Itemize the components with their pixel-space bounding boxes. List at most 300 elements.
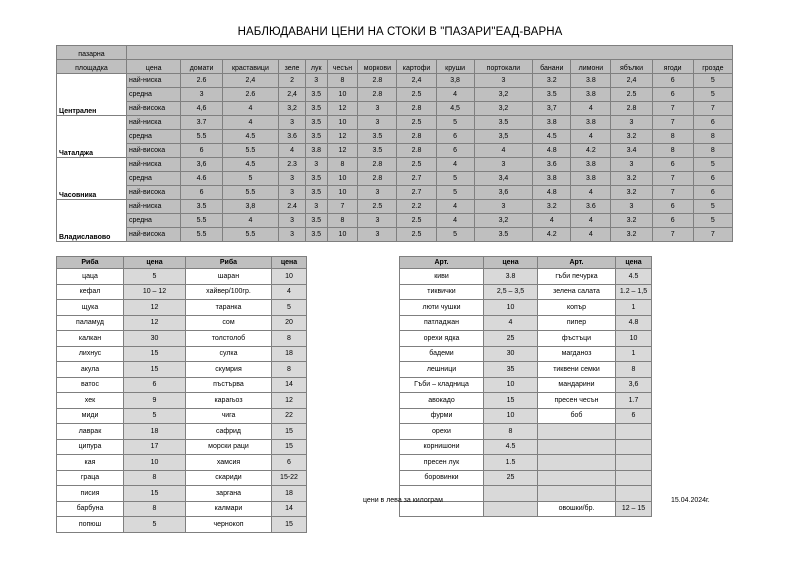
item-name: гъби печурка bbox=[538, 269, 616, 285]
price-cell: 5 bbox=[693, 74, 732, 88]
price-cell: 5 bbox=[693, 88, 732, 102]
item-name: барбуна bbox=[57, 501, 124, 517]
price-cell: 5 bbox=[124, 517, 186, 533]
price-cell: 9 bbox=[124, 393, 186, 409]
table-row bbox=[57, 130, 733, 144]
price-grade: най-ниска bbox=[126, 74, 181, 88]
item-name: копър bbox=[538, 300, 616, 316]
price-cell: 2.6 bbox=[181, 74, 222, 88]
table-row bbox=[400, 269, 652, 285]
price-cell bbox=[484, 486, 538, 502]
price-grade: средна bbox=[126, 214, 181, 228]
table-row bbox=[57, 393, 307, 409]
price-cell: 3.8 bbox=[305, 144, 327, 158]
table-row bbox=[400, 362, 652, 378]
price-cell: 2,5 – 3,5 bbox=[484, 284, 538, 300]
table-row bbox=[57, 439, 307, 455]
price-cell: 6 bbox=[652, 200, 693, 214]
table-row bbox=[57, 501, 307, 517]
market-location: Владиславово bbox=[57, 200, 127, 242]
price-cell: 3.5 bbox=[474, 116, 533, 130]
price-cell: 2.8 bbox=[397, 102, 436, 116]
table-row bbox=[400, 439, 652, 455]
table-row bbox=[400, 300, 652, 316]
price-grade: най-ниска bbox=[126, 116, 181, 130]
table-row bbox=[57, 377, 307, 393]
price-cell: 6 bbox=[652, 158, 693, 172]
price-cell: 5 bbox=[436, 186, 474, 200]
price-cell: 8 bbox=[693, 144, 732, 158]
table-row bbox=[57, 486, 307, 502]
item-name bbox=[538, 470, 616, 486]
item-name: киви bbox=[400, 269, 484, 285]
item-name: попюш bbox=[57, 517, 124, 533]
price-cell: 2.8 bbox=[358, 172, 397, 186]
price-cell: 17 bbox=[124, 439, 186, 455]
price-cell: 5.5 bbox=[181, 130, 222, 144]
price-cell: 8 bbox=[272, 362, 307, 378]
price-cell: 2.8 bbox=[358, 88, 397, 102]
item-name: магданоз bbox=[538, 346, 616, 362]
item-name: хамсия bbox=[186, 455, 272, 471]
item-name: корнишони bbox=[400, 439, 484, 455]
price-cell: 5 bbox=[436, 228, 474, 242]
price-cell: 4 bbox=[474, 144, 533, 158]
price-cell: 30 bbox=[484, 346, 538, 362]
item-name: зелена салата bbox=[538, 284, 616, 300]
price-cell: 15 bbox=[272, 517, 307, 533]
price-cell: 15-22 bbox=[272, 470, 307, 486]
price-cell: 5 bbox=[436, 172, 474, 186]
price-cell: 5 bbox=[693, 158, 732, 172]
price-cell: 6 bbox=[652, 74, 693, 88]
price-cell: 8 bbox=[272, 331, 307, 347]
price-cell: 3.5 bbox=[305, 172, 327, 186]
price-cell: 4 bbox=[222, 116, 279, 130]
item-name: орехи ядка bbox=[400, 331, 484, 347]
price-cell: 4.2 bbox=[571, 144, 611, 158]
price-cell: 4 bbox=[436, 200, 474, 214]
price-cell: 4 bbox=[571, 228, 611, 242]
price-cell: 2.5 bbox=[397, 214, 436, 228]
price-cell: 4 bbox=[484, 315, 538, 331]
table-row bbox=[57, 408, 307, 424]
price-cell: 3 bbox=[358, 228, 397, 242]
price-cell: 15 bbox=[272, 424, 307, 440]
table-row bbox=[400, 424, 652, 440]
item-name: люти чушки bbox=[400, 300, 484, 316]
price-cell: 8 bbox=[693, 130, 732, 144]
price-cell: 3,2 bbox=[474, 214, 533, 228]
price-cell: 3.2 bbox=[611, 130, 652, 144]
table-row bbox=[57, 300, 307, 316]
column-header: цена bbox=[616, 257, 652, 269]
price-grade: най-висока bbox=[126, 144, 181, 158]
price-cell: 4 bbox=[571, 214, 611, 228]
price-grade: най-ниска bbox=[126, 158, 181, 172]
price-cell: 4 bbox=[222, 102, 279, 116]
column-header: моркови bbox=[358, 60, 397, 74]
price-cell: 3,6 bbox=[474, 186, 533, 200]
item-name: боровинки bbox=[400, 470, 484, 486]
price-cell: 5 bbox=[272, 300, 307, 316]
price-cell: 4 bbox=[436, 214, 474, 228]
price-cell: 6 bbox=[693, 116, 732, 130]
item-name: фурми bbox=[400, 408, 484, 424]
price-cell: 3.5 bbox=[305, 88, 327, 102]
price-cell: 10 bbox=[327, 186, 358, 200]
price-cell: 15 bbox=[484, 393, 538, 409]
price-cell: 4.5 bbox=[484, 439, 538, 455]
price-cell: 3 bbox=[611, 158, 652, 172]
item-name: фъстъци bbox=[538, 331, 616, 347]
price-cell: 3,8 bbox=[222, 200, 279, 214]
column-header: лук bbox=[305, 60, 327, 74]
price-cell: 3.5 bbox=[305, 130, 327, 144]
item-name: толстолоб bbox=[186, 331, 272, 347]
item-name: хайвер/100гр. bbox=[186, 284, 272, 300]
price-cell: 10 bbox=[327, 228, 358, 242]
item-name: заргана bbox=[186, 486, 272, 502]
price-cell: 3.5 bbox=[358, 130, 397, 144]
item-name: авокадо bbox=[400, 393, 484, 409]
price-cell: 14 bbox=[272, 377, 307, 393]
item-name: мандарини bbox=[538, 377, 616, 393]
price-cell: 1.7 bbox=[616, 393, 652, 409]
price-cell: 2.5 bbox=[358, 200, 397, 214]
table-row bbox=[400, 315, 652, 331]
price-cell: 3 bbox=[474, 158, 533, 172]
table-row bbox=[57, 284, 307, 300]
other-goods-prices-table bbox=[399, 256, 652, 517]
item-name: овошки/бр. bbox=[538, 501, 616, 517]
price-cell: 3.5 bbox=[305, 214, 327, 228]
item-name: чига bbox=[186, 408, 272, 424]
table-row bbox=[57, 517, 307, 533]
price-cell: 2.8 bbox=[397, 130, 436, 144]
price-cell: 3 bbox=[279, 116, 306, 130]
column-header: Риба bbox=[186, 257, 272, 269]
price-cell: 3 bbox=[358, 186, 397, 200]
price-cell: 3,6 bbox=[616, 377, 652, 393]
price-cell: 10 bbox=[484, 408, 538, 424]
price-cell: 4.5 bbox=[222, 130, 279, 144]
price-grade: най-висока bbox=[126, 228, 181, 242]
price-cell: 10 bbox=[124, 455, 186, 471]
price-cell: 4 bbox=[272, 284, 307, 300]
price-cell: 5 bbox=[693, 214, 732, 228]
column-header: цена bbox=[124, 257, 186, 269]
price-cell: 3.2 bbox=[533, 74, 571, 88]
item-name: чернокоп bbox=[186, 517, 272, 533]
table-row bbox=[57, 102, 733, 116]
price-cell: 4.5 bbox=[616, 269, 652, 285]
price-cell bbox=[616, 486, 652, 502]
price-cell: 6 bbox=[272, 455, 307, 471]
table-row bbox=[400, 393, 652, 409]
price-cell: 3.5 bbox=[305, 186, 327, 200]
table-header-row bbox=[400, 257, 652, 269]
price-cell: 18 bbox=[272, 486, 307, 502]
table-row bbox=[400, 331, 652, 347]
column-header: круши bbox=[436, 60, 474, 74]
item-name: тиквички bbox=[400, 284, 484, 300]
price-cell: 10 bbox=[616, 331, 652, 347]
price-cell: 4 bbox=[436, 88, 474, 102]
price-cell: 4 bbox=[279, 144, 306, 158]
item-name: бадеми bbox=[400, 346, 484, 362]
fish-prices-table bbox=[56, 256, 307, 533]
table-row bbox=[57, 362, 307, 378]
price-cell: 3.8 bbox=[571, 158, 611, 172]
price-cell: 2.5 bbox=[397, 88, 436, 102]
price-cell: 3.8 bbox=[533, 116, 571, 130]
table-row bbox=[400, 377, 652, 393]
price-cell: 3.6 bbox=[571, 200, 611, 214]
price-cell: 3 bbox=[611, 200, 652, 214]
item-name: пъстърва bbox=[186, 377, 272, 393]
item-name: Гъби – кладница bbox=[400, 377, 484, 393]
price-cell: 25 bbox=[484, 331, 538, 347]
price-cell: 12 bbox=[272, 393, 307, 409]
market-location: Чаталджа bbox=[57, 116, 127, 158]
item-name: лаврак bbox=[57, 424, 124, 440]
price-cell: 2.3 bbox=[279, 158, 306, 172]
price-cell: 5.5 bbox=[181, 228, 222, 242]
price-cell bbox=[616, 439, 652, 455]
price-cell: 8 bbox=[124, 470, 186, 486]
item-name: орехи bbox=[400, 424, 484, 440]
price-cell: 7 bbox=[652, 172, 693, 186]
price-cell: 5.5 bbox=[222, 186, 279, 200]
price-cell: 2,4 bbox=[397, 74, 436, 88]
price-cell: 3.5 bbox=[358, 144, 397, 158]
item-name: хек bbox=[57, 393, 124, 409]
price-cell: 3.5 bbox=[305, 102, 327, 116]
price-cell: 2.4 bbox=[279, 200, 306, 214]
price-cell: 5 bbox=[693, 200, 732, 214]
price-cell: 3 bbox=[279, 186, 306, 200]
price-cell: 6 bbox=[693, 172, 732, 186]
item-name: скумрия bbox=[186, 362, 272, 378]
column-header: картофи bbox=[397, 60, 436, 74]
price-cell: 3.5 bbox=[305, 228, 327, 242]
price-cell: 3 bbox=[279, 228, 306, 242]
price-cell: 2,4 bbox=[279, 88, 306, 102]
item-name: калмари bbox=[186, 501, 272, 517]
price-cell: 7 bbox=[693, 102, 732, 116]
price-cell: 7 bbox=[652, 102, 693, 116]
price-cell: 3.2 bbox=[611, 186, 652, 200]
table-row bbox=[57, 88, 733, 102]
price-cell: 30 bbox=[124, 331, 186, 347]
item-name: морски раци bbox=[186, 439, 272, 455]
price-cell: 5 bbox=[222, 172, 279, 186]
price-cell: 3,2 bbox=[279, 102, 306, 116]
table-row bbox=[57, 424, 307, 440]
item-name: акула bbox=[57, 362, 124, 378]
item-name: пипер bbox=[538, 315, 616, 331]
price-cell: 7 bbox=[652, 228, 693, 242]
price-cell: 8 bbox=[327, 74, 358, 88]
item-name: сом bbox=[186, 315, 272, 331]
price-cell: 5.5 bbox=[222, 228, 279, 242]
column-header: Арт. bbox=[538, 257, 616, 269]
price-cell: 6 bbox=[652, 88, 693, 102]
price-cell bbox=[616, 424, 652, 440]
price-cell: 3,8 bbox=[436, 74, 474, 88]
price-cell: 3 bbox=[611, 116, 652, 130]
price-cell: 4 bbox=[571, 102, 611, 116]
column-header: цена bbox=[484, 257, 538, 269]
price-cell: 18 bbox=[272, 346, 307, 362]
price-cell: 3 bbox=[305, 200, 327, 214]
column-header: ябълки bbox=[611, 60, 652, 74]
price-cell: 7 bbox=[652, 186, 693, 200]
price-grade: най-висока bbox=[126, 102, 181, 116]
column-header: чесън bbox=[327, 60, 358, 74]
price-cell: 3 bbox=[358, 102, 397, 116]
price-cell: 12 – 15 bbox=[616, 501, 652, 517]
table-row bbox=[57, 269, 307, 285]
price-cell: 8 bbox=[652, 130, 693, 144]
price-cell: 10 – 12 bbox=[124, 284, 186, 300]
column-header: Арт. bbox=[400, 257, 484, 269]
item-name: ватос bbox=[57, 377, 124, 393]
price-cell: 8 bbox=[124, 501, 186, 517]
table-row bbox=[400, 455, 652, 471]
price-cell: 3 bbox=[279, 172, 306, 186]
price-cell: 12 bbox=[327, 102, 358, 116]
table-row bbox=[57, 331, 307, 347]
price-cell: 3.7 bbox=[181, 116, 222, 130]
price-cell: 6 bbox=[124, 377, 186, 393]
price-cell: 3.8 bbox=[571, 116, 611, 130]
price-cell: 3.5 bbox=[533, 88, 571, 102]
price-cell: 4.5 bbox=[222, 158, 279, 172]
price-cell: 12 bbox=[124, 315, 186, 331]
report-date: 15.04.2024г. bbox=[671, 497, 710, 504]
price-cell: 15 bbox=[124, 486, 186, 502]
item-name: скариди bbox=[186, 470, 272, 486]
price-grade: средна bbox=[126, 88, 181, 102]
price-cell: 2.8 bbox=[358, 158, 397, 172]
price-cell: 3,2 bbox=[474, 102, 533, 116]
table-row bbox=[57, 455, 307, 471]
price-cell: 3 bbox=[279, 214, 306, 228]
price-cell: 3.8 bbox=[571, 172, 611, 186]
item-name: миди bbox=[57, 408, 124, 424]
price-cell: 8 bbox=[327, 214, 358, 228]
price-cell: 3 bbox=[358, 214, 397, 228]
item-name: сулка bbox=[186, 346, 272, 362]
price-cell: 10 bbox=[484, 300, 538, 316]
price-cell: 12 bbox=[327, 144, 358, 158]
price-cell: 3.5 bbox=[305, 116, 327, 130]
price-cell: 3.8 bbox=[533, 172, 571, 186]
price-cell: 3 bbox=[305, 74, 327, 88]
price-cell: 3 bbox=[305, 158, 327, 172]
price-cell: 3.2 bbox=[533, 200, 571, 214]
price-cell: 5 bbox=[124, 408, 186, 424]
item-name: таранка bbox=[186, 300, 272, 316]
table-row bbox=[57, 315, 307, 331]
price-cell: 3,5 bbox=[474, 130, 533, 144]
price-cell: 4.6 bbox=[181, 172, 222, 186]
item-name: патладжан bbox=[400, 315, 484, 331]
price-cell: 2.5 bbox=[397, 228, 436, 242]
header-market-label: площадка bbox=[57, 60, 127, 74]
price-cell: 4 bbox=[571, 130, 611, 144]
price-cell: 4.8 bbox=[533, 144, 571, 158]
item-name: лихнус bbox=[57, 346, 124, 362]
price-cell: 3.8 bbox=[484, 269, 538, 285]
column-header: краставици bbox=[222, 60, 279, 74]
price-cell: 2.7 bbox=[397, 172, 436, 186]
table-row bbox=[57, 158, 733, 172]
item-name: паламуд bbox=[57, 315, 124, 331]
column-header: зеле bbox=[279, 60, 306, 74]
price-cell: 5.5 bbox=[222, 144, 279, 158]
price-cell: 3.2 bbox=[611, 214, 652, 228]
price-cell: 4.8 bbox=[616, 315, 652, 331]
unit-note: цени в лева за килограм bbox=[363, 497, 443, 504]
price-cell: 4.5 bbox=[533, 130, 571, 144]
price-cell: 22 bbox=[272, 408, 307, 424]
price-cell: 2.5 bbox=[397, 116, 436, 130]
price-cell: 1 bbox=[616, 300, 652, 316]
price-cell: 1 bbox=[616, 346, 652, 362]
price-cell: 5 bbox=[436, 116, 474, 130]
price-cell: 25 bbox=[484, 470, 538, 486]
price-cell: 4.2 bbox=[533, 228, 571, 242]
price-cell: 15 bbox=[124, 346, 186, 362]
item-name: пресен чесън bbox=[538, 393, 616, 409]
price-cell bbox=[616, 455, 652, 471]
price-cell: 2.8 bbox=[358, 74, 397, 88]
price-cell: 1.2 – 1,5 bbox=[616, 284, 652, 300]
price-cell: 4.8 bbox=[533, 186, 571, 200]
price-cell: 3 bbox=[474, 74, 533, 88]
price-cell: 10 bbox=[272, 269, 307, 285]
table-row bbox=[57, 214, 733, 228]
header-filler bbox=[126, 46, 732, 60]
price-cell: 2.2 bbox=[397, 200, 436, 214]
price-cell: 2.5 bbox=[611, 88, 652, 102]
item-name: ципура bbox=[57, 439, 124, 455]
price-cell: 15 bbox=[124, 362, 186, 378]
price-cell: 2.5 bbox=[397, 158, 436, 172]
price-cell: 3,4 bbox=[474, 172, 533, 186]
price-cell: 3.6 bbox=[279, 130, 306, 144]
price-cell: 10 bbox=[327, 116, 358, 130]
price-cell: 3.5 bbox=[181, 200, 222, 214]
price-cell: 2 bbox=[279, 74, 306, 88]
price-cell: 3,2 bbox=[474, 88, 533, 102]
price-cell: 5 bbox=[124, 269, 186, 285]
price-cell: 20 bbox=[272, 315, 307, 331]
price-cell: 8 bbox=[652, 144, 693, 158]
item-name: калкан bbox=[57, 331, 124, 347]
item-name: щука bbox=[57, 300, 124, 316]
price-cell: 3 bbox=[181, 88, 222, 102]
item-name: шаран bbox=[186, 269, 272, 285]
price-grade: най-ниска bbox=[126, 200, 181, 214]
price-cell: 3 bbox=[474, 200, 533, 214]
price-cell: 6 bbox=[181, 186, 222, 200]
price-grade: най-висока bbox=[126, 186, 181, 200]
market-location: Централен bbox=[57, 74, 127, 116]
